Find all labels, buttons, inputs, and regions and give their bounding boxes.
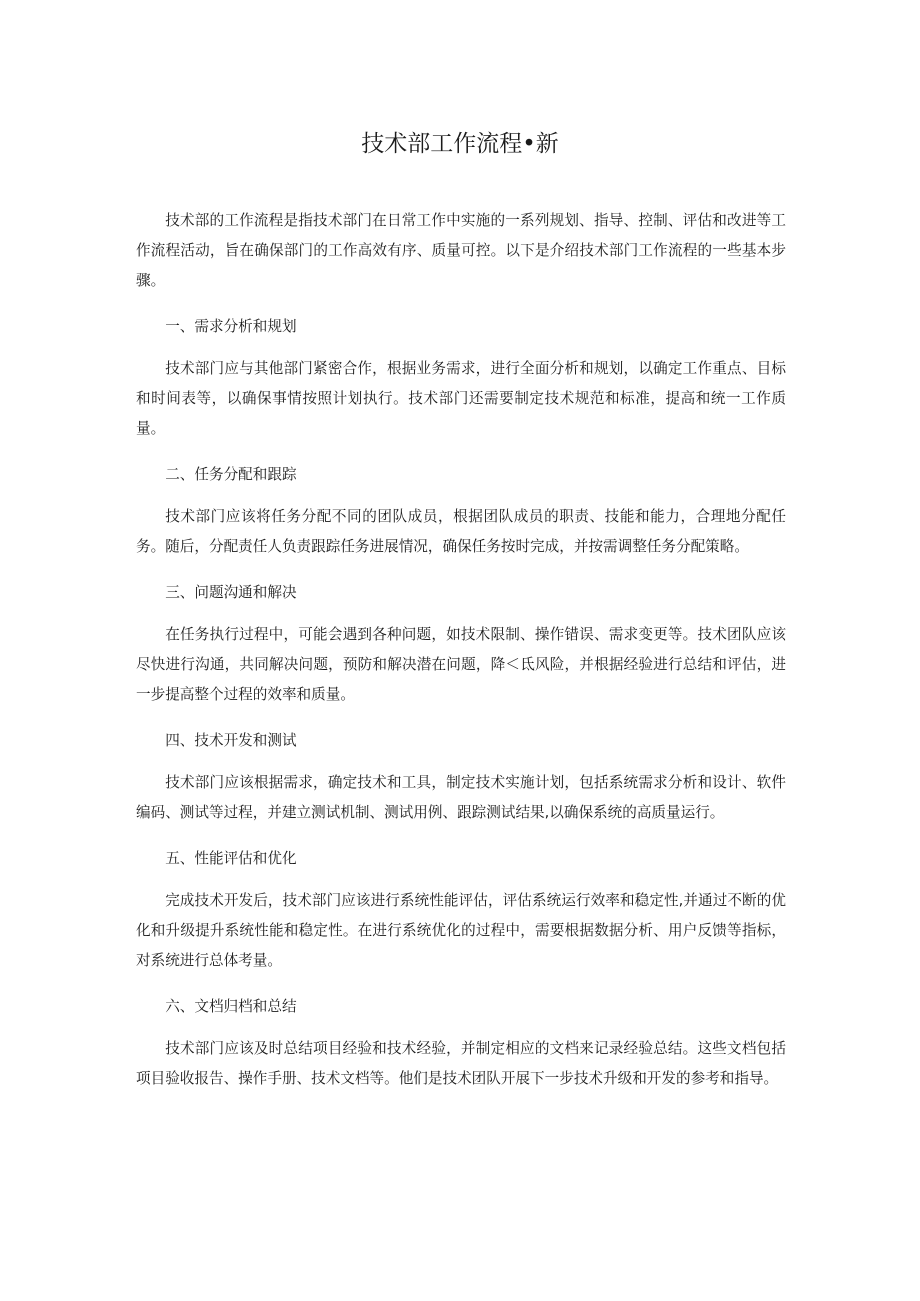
section-paragraph: 技术部门应该将任务分配不同的团队成员，根据团队成员的职责、技能和能力，合理地分配任务。随后，分配责任人负责跟踪任务进展情况，确保任务按时完成，并按需调整任务分配策略。: [136, 508, 786, 555]
document-body: [136, 206, 786, 1111]
section-paragraph: 技术部门应与其他部门紧密合作，根据业务需求，进行全面分析和规划，以确定工作重点、目标和时间表等，以确保事情按照计划执行。技术部门还需要制定技术规范和标准，提高和统一工作质量。: [136, 360, 786, 437]
section-heading: 四、技术开发和测试: [165, 732, 297, 749]
section-2: [136, 461, 786, 562]
section-heading: 一、需求分析和规划: [165, 318, 297, 335]
section-heading: 三、问题沟通和解决: [165, 584, 297, 601]
section-heading: 二、任务分配和跟踪: [165, 466, 297, 483]
section-heading: 六、文档归档和总结: [165, 998, 297, 1015]
section-6: [136, 993, 786, 1094]
section-5: [136, 845, 786, 976]
section-1: [136, 313, 786, 444]
intro-paragraph: 技术部的工作流程是指技术部门在日常工作中实施的一系列规划、指导、控制、评估和改进等工作流程活动，旨在确保部门的工作高效有序、质量可控。以下是介绍技术部门工作流程的一些基本步骤。: [136, 212, 786, 289]
document-title: 技术部工作流程•新: [361, 131, 559, 157]
section-paragraph: 技术部门应该及时总结项目经验和技术经验，并制定相应的文档来记录经验总结。这些文档包括项目验收报告、操作手册、技术文档等。他们是技术团队开展下一步技术升级和开发的参考和指导。: [136, 1040, 786, 1087]
section-heading: 五、性能评估和优化: [165, 850, 297, 867]
section-paragraph: 完成技术开发后，技术部门应该进行系统性能评估，评估系统运行效率和稳定性,并通过不断的优化和升级提升系统性能和稳定性。在进行系统优化的过程中，需要根据数据分析、用户反馈等指标，对系统进行总体考量。: [136, 892, 786, 969]
section-paragraph: 在任务执行过程中，可能会遇到各种问题，如技术限制、操作错误、需求变更等。技术团队应该尽快进行沟通，共同解决问题，预防和解决潜在问题，降＜氐风险，并根据经验进行总结和评估，进一步提高整个过程的效率和质量。: [136, 626, 786, 703]
section-paragraph: 技术部门应该根据需求，确定技术和工具，制定技术实施计划，包括系统需求分析和设计、软件编码、测试等过程，并建立测试机制、测试用例、跟踪测试结果,以确保系统的高质量运行。: [136, 774, 786, 821]
section-4: [136, 727, 786, 828]
section-3: [136, 579, 786, 710]
